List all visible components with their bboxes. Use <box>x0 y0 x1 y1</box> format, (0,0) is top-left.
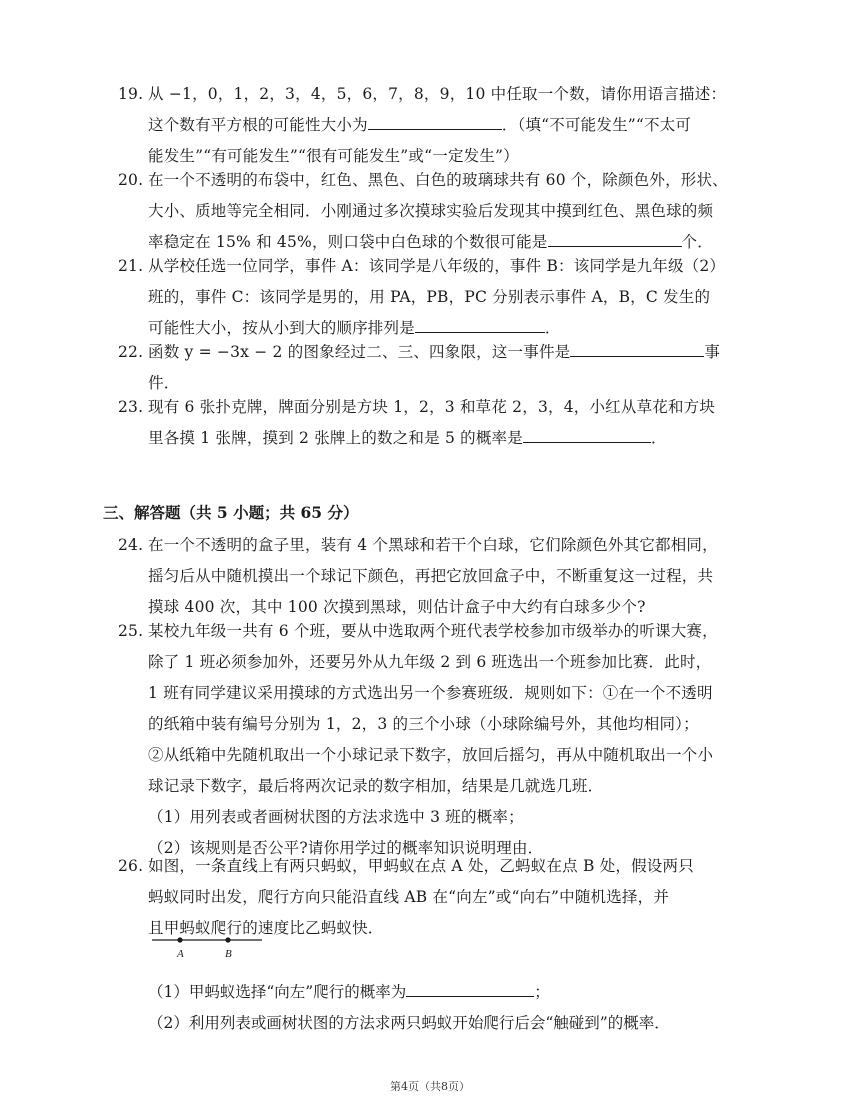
answer-blank[interactable] <box>523 424 651 443</box>
q26-line-3: 且甲蚂蚁爬行的速度比乙蚂蚁快． <box>148 919 384 937</box>
point-a-label: A <box>177 948 184 960</box>
q21-line-3a: 可能性大小，按从小到大的顺序排列是 <box>148 319 415 337</box>
q22-line-1a: 函数 y = −3x − 2 的图象经过二、三、四象限，这一事件是 <box>148 343 571 361</box>
q19-line-2b: ．（填“不可能发生”“不太可 <box>501 116 692 134</box>
q20-line-3b: 个． <box>681 233 713 251</box>
q26-line-2: 蚂蚁同时出发，爬行方向只能沿直线 AB 在“向左”或“向右”中随机选择，并 <box>148 888 670 906</box>
q20-line-3a: 率稳定在 15% 和 45%，则口袋中白色球的个数很可能是 <box>148 233 548 251</box>
question-20 <box>118 165 778 258</box>
point-a-dot <box>177 937 182 942</box>
q21-line-1: 从学校任选一位同学，事件 A：该同学是八年级的，事件 B：该同学是九年级（2） <box>148 257 726 275</box>
q24-line-1: 在一个不透明的盒子里，装有 4 个黑球和若干个白球，它们除颜色外其它都相同， <box>148 536 718 554</box>
page-footer: 第4页（共8页） <box>390 1080 470 1093</box>
answer-blank[interactable] <box>406 978 534 997</box>
q19-line-3: 能发生”“有可能发生”“很有可能发生”或“一定发生”） <box>148 147 519 165</box>
q25-line-2: 除了 1 班必须参加外，还要另外从九年级 2 到 6 班选出一个班参加比赛．此时， <box>148 653 712 671</box>
point-b-dot <box>225 937 230 942</box>
q25-line-4: 的纸箱中装有编号分别为 1，2，3 的三个小球（小球除编号外，其他均相同）； <box>148 715 699 733</box>
question-number: 23. <box>118 398 144 416</box>
q23-line-2b: ． <box>650 429 667 447</box>
question-number: 20. <box>118 171 144 189</box>
question-22 <box>118 337 778 399</box>
q22-line-1b: 事 <box>704 343 721 361</box>
q26-line-1: 如图，一条直线上有两只蚂蚁，甲蚂蚁在点 A 处，乙蚂蚁在点 B 处，假设两只 <box>148 857 694 875</box>
question-number: 22. <box>118 343 144 361</box>
question-number: 21. <box>118 257 144 275</box>
q24-line-3: 摸球 400 次，其中 100 次摸到黑球，则估计盒子中大约有白球多少个? <box>148 598 646 616</box>
answer-blank[interactable] <box>368 111 502 130</box>
q24-line-2: 摇匀后从中随机摸出一个球记下颜色，再把它放回盒子中，不断重复这一过程，共 <box>148 567 714 585</box>
question-number: 24. <box>118 536 144 554</box>
q25-sub-2: （2）该规则是否公平?请你用学过的概率知识说明理由． <box>148 839 544 857</box>
q22-line-2: 件． <box>148 374 180 392</box>
q25-line-3: 1 班有同学建议采用摸球的方式选出另一个参赛班级．规则如下：①在一个不透明 <box>148 684 713 702</box>
section-heading: 三、解答题（共 5 小题；共 65 分） <box>103 503 359 522</box>
q20-line-2: 大小、质地等完全相同．小刚通过多次摸球实验后发现其中摸到红色、黑色球的频 <box>148 202 714 220</box>
q26-sub-1 <box>148 977 550 1008</box>
answer-blank[interactable] <box>570 338 704 357</box>
answer-blank[interactable] <box>548 228 682 247</box>
question-19 <box>118 79 778 172</box>
question-25 <box>118 616 778 864</box>
point-b-label: B <box>225 948 232 960</box>
q20-line-1: 在一个不透明的布袋中，红色、黑色、白色的玻璃球共有 60 个，除颜色外，形状、 <box>148 171 728 189</box>
line-ab-diagram <box>148 930 268 970</box>
q26-sub-1b: ； <box>534 983 550 1001</box>
question-21 <box>118 251 778 344</box>
answer-blank[interactable] <box>415 314 545 333</box>
q19-line-1: 从 −1，0，1，2，3，4，5，6，7，8，9，10 中任取一个数，请你用语言描述： <box>148 85 727 103</box>
q19-line-2a: 这个数有平方根的可能性大小为 <box>148 116 368 134</box>
q23-line-1: 现有 6 张扑克牌，牌面分别是方块 1，2，3 和草花 2，3，4，小红从草花和方块 <box>148 398 716 416</box>
question-number: 26. <box>118 857 144 875</box>
q26-sub-1a: （1）甲蚂蚁选择“向左”爬行的概率为 <box>148 983 407 1001</box>
q25-line-5: ②从纸箱中先随机取出一个小球记录下数字，放回后摇匀，再从中随机取出一个小 <box>148 746 714 764</box>
question-number: 19. <box>118 85 144 103</box>
q25-sub-1: （1）用列表或者画树状图的方法求选中 3 班的概率； <box>148 808 524 826</box>
q21-line-3b: ． <box>544 319 561 337</box>
q23-line-2a: 里各摸 1 张牌，摸到 2 张牌上的数之和是 5 的概率是 <box>148 429 523 447</box>
q21-line-2: 班的，事件 C：该同学是男的，用 PA，PB，PC 分别表示事件 A，B，C 发生的 <box>148 288 711 306</box>
question-number: 25. <box>118 622 144 640</box>
question-23 <box>118 392 778 454</box>
q26-sub-2: （2）利用列表或画树状图的方法求两只蚂蚁开始爬行后会“触碰到”的概率． <box>148 1014 670 1032</box>
q25-line-1: 某校九年级一共有 6 个班，要从中选取两个班代表学校参加市级举办的听课大赛， <box>148 622 718 640</box>
q25-line-6: 球记录下数字，最后将两次记录的数字相加，结果是几就选几班． <box>148 777 604 795</box>
question-24 <box>118 530 778 623</box>
